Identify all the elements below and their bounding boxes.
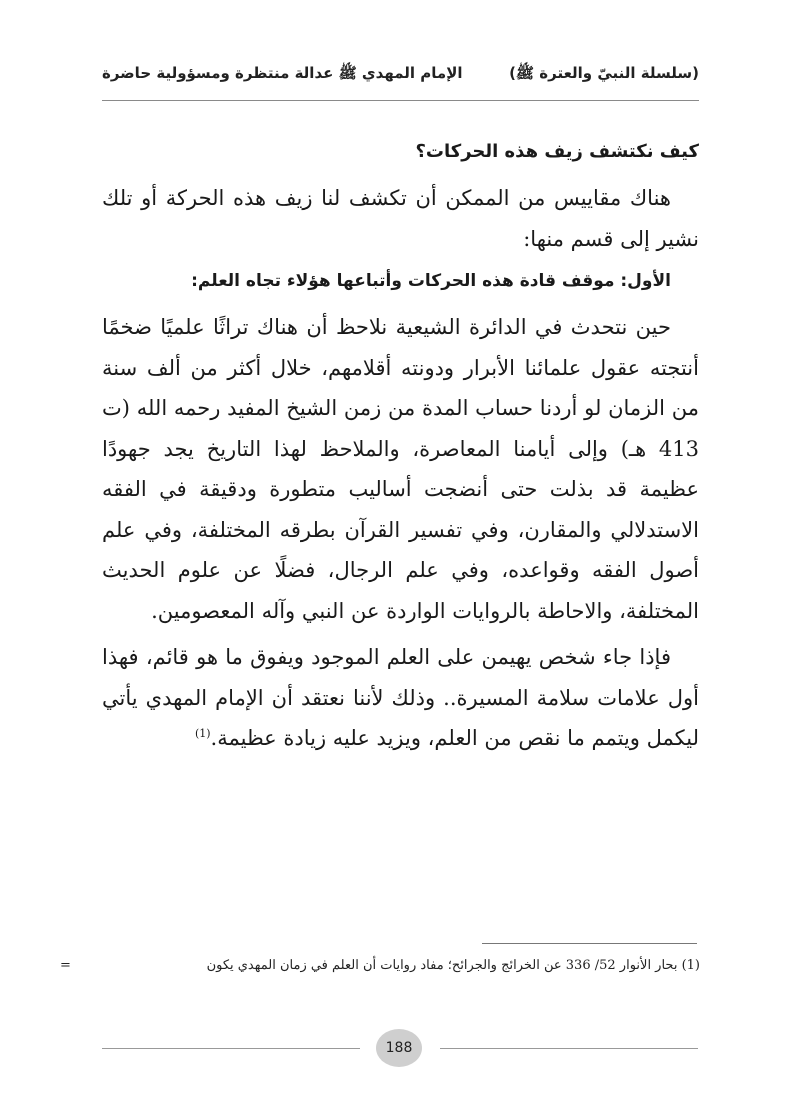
footnote-text: (1) بحار الأنوار 52/ 336 عن الخرائج والجرائح؛ مفاد روايات أن العلم في زمان المهدي يكون [206, 958, 700, 973]
body-paragraph-1: حين نتحدث في الدائرة الشيعية نلاحظ أن هناك تراثًا علميًا ضخمًا أنتجته عقول علمائنا الأبرار ودونته أقلامهم، خلال أكثر من ألف سنة من الزمان لو أردنا حساب المدة من زمن الشيخ المفيد رحمه الله (ت 413 هـ) وإلى أيامنا المعاصرة، والملاحظ لهذا التاريخ يجد جهودًا عظيمة قد بذلت حتى أنضجت أساليب متطورة ودقيقة في الفقه الاستدلالي والمقارن، وفي تفسير القرآن بطرقه المختلفة، وفي علم أصول الفقه وقواعده، وفي علم الرجال، فضلًا عن علوم الحديث المختلفة، والاحاطة بالروايات الواردة عن النبي وآله المعصومين. [102, 315, 699, 623]
footnote [60, 956, 700, 976]
footnote-divider [482, 943, 697, 944]
footer-rule-left [102, 1048, 360, 1049]
running-header [102, 60, 699, 90]
footnote-continuation-mark: = [60, 958, 71, 973]
intro-paragraph: هناك مقاييس من الممكن أن تكشف لنا زيف هذه الحركة أو تلك نشير إلى قسم منها: [102, 186, 699, 251]
footnote-reference[interactable]: (1) [194, 727, 211, 740]
subsection-heading: الأول: موقف قادة هذه الحركات وأتباعها هؤلاء تجاه العلم: [191, 271, 671, 291]
series-title: (سلسلة النبيّ والعترة ﷺ) [509, 64, 699, 82]
body-paragraph-2 [102, 637, 699, 759]
main-content [102, 128, 699, 765]
section-heading: كيف نكتشف زيف هذه الحركات؟ [415, 141, 699, 162]
page-number: 188 [385, 1040, 413, 1056]
footer-rule-right [440, 1048, 698, 1049]
header-divider [102, 100, 699, 101]
paragraph-2-text: فإذا جاء شخص يهيمن على العلم الموجود ويفوق ما هو قائم، فهذا أول علامات سلامة المسيرة.. وذلك لأننا نعتقد أن الإمام المهدي يأتي ليكمل ويتمم ما نقص من العلم، ويزيد عليه زيادة عظيمة. [102, 645, 699, 750]
page-number-badge [376, 1029, 422, 1067]
book-title: الإمام المهدي ﷺ عدالة منتظرة ومسؤولية حاضرة [102, 64, 463, 82]
